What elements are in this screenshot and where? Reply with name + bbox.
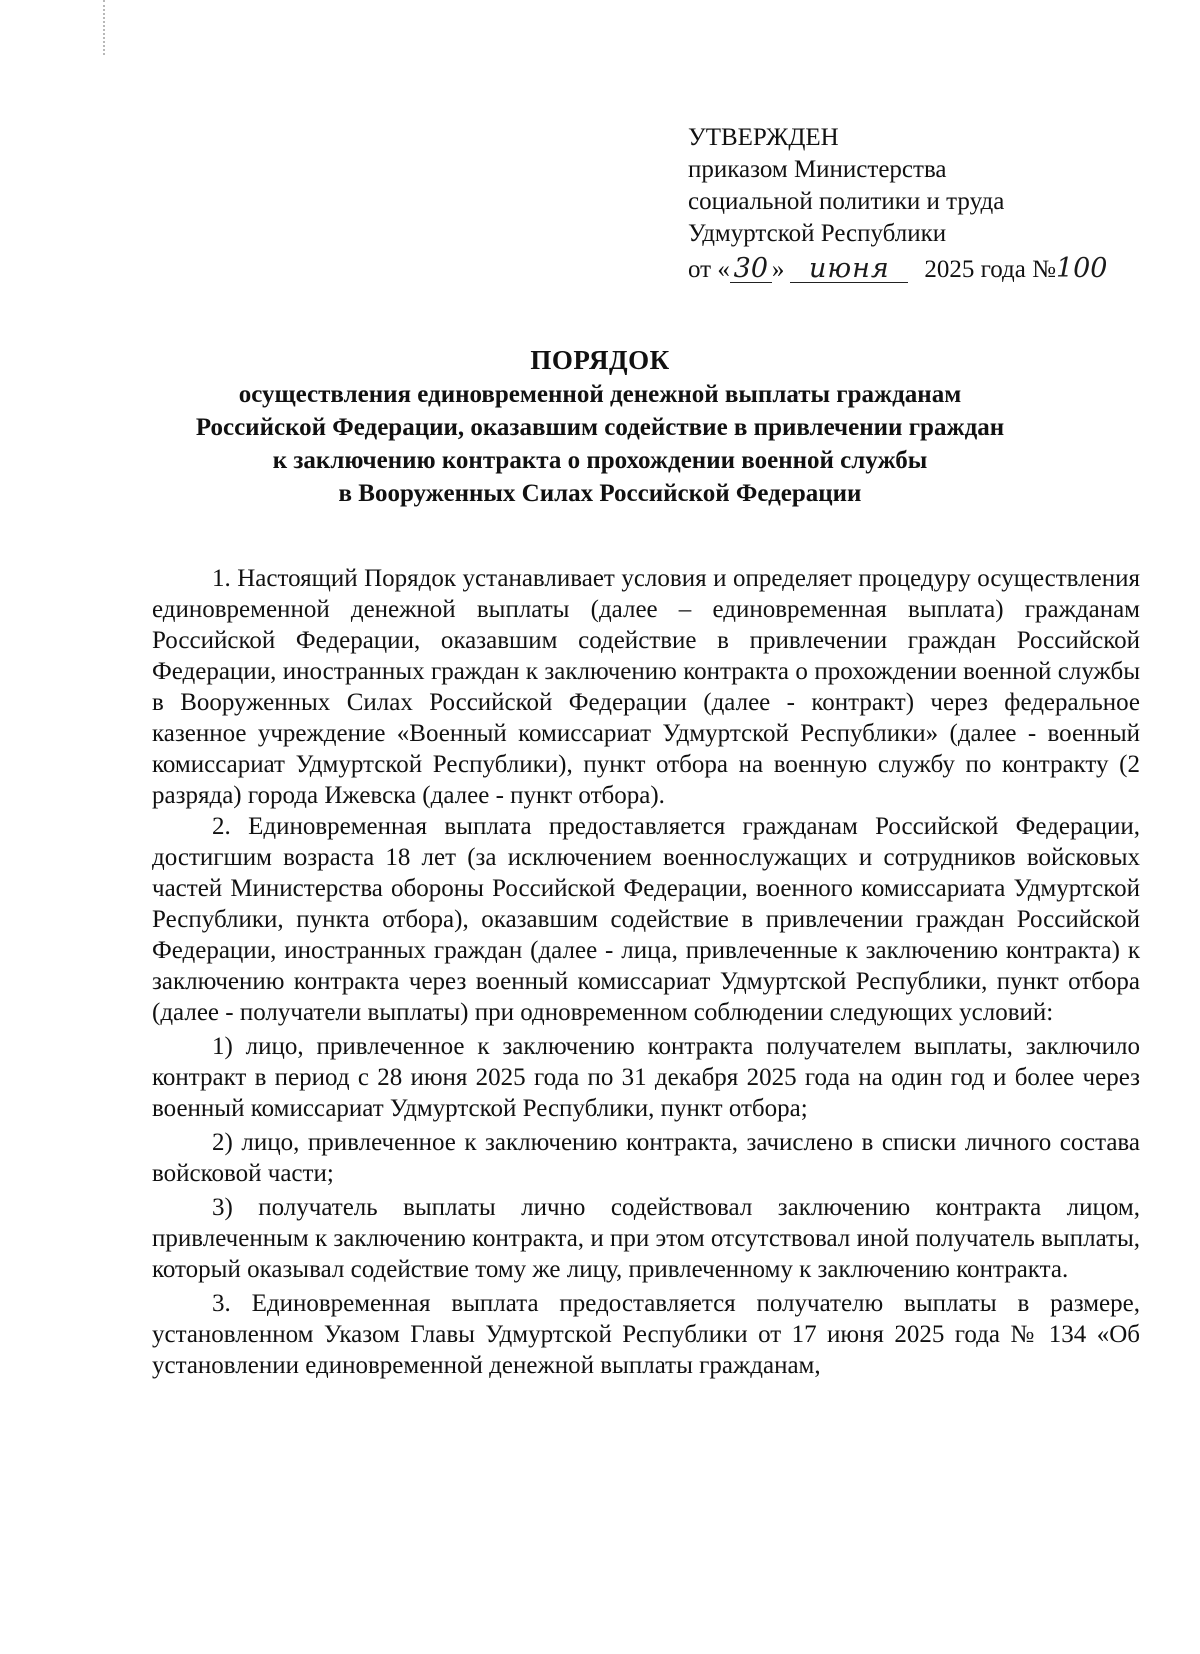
paragraph-2-item-3: 3) получатель выплаты лично содействовал заключению контракта лицом, привлеченным к заключению контракта, и при этом отсутствовал иной получатель выплаты, который оказывал содействие тому же лицу, привлеченному к заключению контракта. <box>152 1194 1140 1283</box>
document-subtitle-line-4: в Вооруженных Силах Российской Федерации <box>338 480 862 507</box>
paragraph-1: 1. Настоящий Порядок устанавливает условия и определяет процедуру осуществления единовременной денежной выплаты (далее – единовременная выплата) гражданам Российской Федерации, оказавшим содействие в привлечении граждан Российской Федерации, иностранных граждан к заключению контракта о прохождении военной службы в Вооруженных Силах Российской Федерации (далее - контракт) через федеральное казенное учреждение «Военный комиссариат Удмуртской Республики» (далее - военный комиссариат Удмуртской Республики), пункт отбора на военную службу по контракту (2 разряда) города Ижевска (далее - пункт отбора). <box>152 565 1140 809</box>
paragraph-2-item-1: 1) лицо, привлеченное к заключению контракта получателем выплаты, заключило контракт в период с 28 июня 2025 года по 31 декабря 2025 года на один год и более через военный комиссариат Удмуртской Республики, пункт отбора; <box>152 1033 1140 1122</box>
paragraph-3: 3. Единовременная выплата предоставляется получателю выплаты в размере, установленном Указом Главы Удмуртской Республики от 17 июня 2025 года № 134 «Об установлении единовременной денежной выплаты гражданам, <box>152 1290 1140 1379</box>
document-subtitle-line-2: Российской Федерации, оказавшим содействие в привлечении граждан <box>195 414 1005 441</box>
date-prefix: от « <box>688 256 730 283</box>
date-mid: » <box>771 256 785 283</box>
document-title: ПОРЯДОК <box>530 345 670 375</box>
paragraph-2: 2. Единовременная выплата предоставляется гражданам Российской Федерации, достигшим возраста 18 лет (за исключением военнослужащих и сотрудников войсковых частей Министерства обороны Российской Федерации, военного комиссариата Удмуртской Республики, пункта отбора), оказавшим содействие в привлечении граждан Российской Федерации, иностранных граждан (далее - лица, привлеченные к заключению контракта) к заключению контракта через военный комиссариат Удмуртской Республики, пункт отбора (далее - получатели выплаты) при одновременном соблюдении следующих условий: <box>152 813 1140 1026</box>
handwritten-day: 30 <box>730 256 772 283</box>
paragraph-2-item-2: 2) лицо, привлеченное к заключению контракта, зачислено в списки личного состава войсковой части; <box>152 1129 1140 1187</box>
document-subtitle-line-3: к заключению контракта о прохождении военной службы <box>272 447 928 474</box>
handwritten-month: июня <box>790 256 908 283</box>
document-title-block <box>150 342 1050 510</box>
approval-stamp-block <box>688 122 1168 286</box>
document-subtitle-line-1: осуществления единовременной денежной выплаты гражданам <box>238 381 962 408</box>
document-body <box>152 563 1140 1381</box>
handwritten-order-number: 100 <box>1055 253 1108 284</box>
approval-line-2: социальной политики и труда <box>688 188 1005 215</box>
approval-line-3: Удмуртской Республики <box>688 220 947 247</box>
scan-margin-line <box>103 0 105 55</box>
approval-date-line <box>688 254 1168 286</box>
date-year-text: 2025 года № <box>924 256 1056 283</box>
approval-heading: УТВЕРЖДЕН <box>688 124 839 151</box>
approval-line-1: приказом Министерства <box>688 156 947 183</box>
